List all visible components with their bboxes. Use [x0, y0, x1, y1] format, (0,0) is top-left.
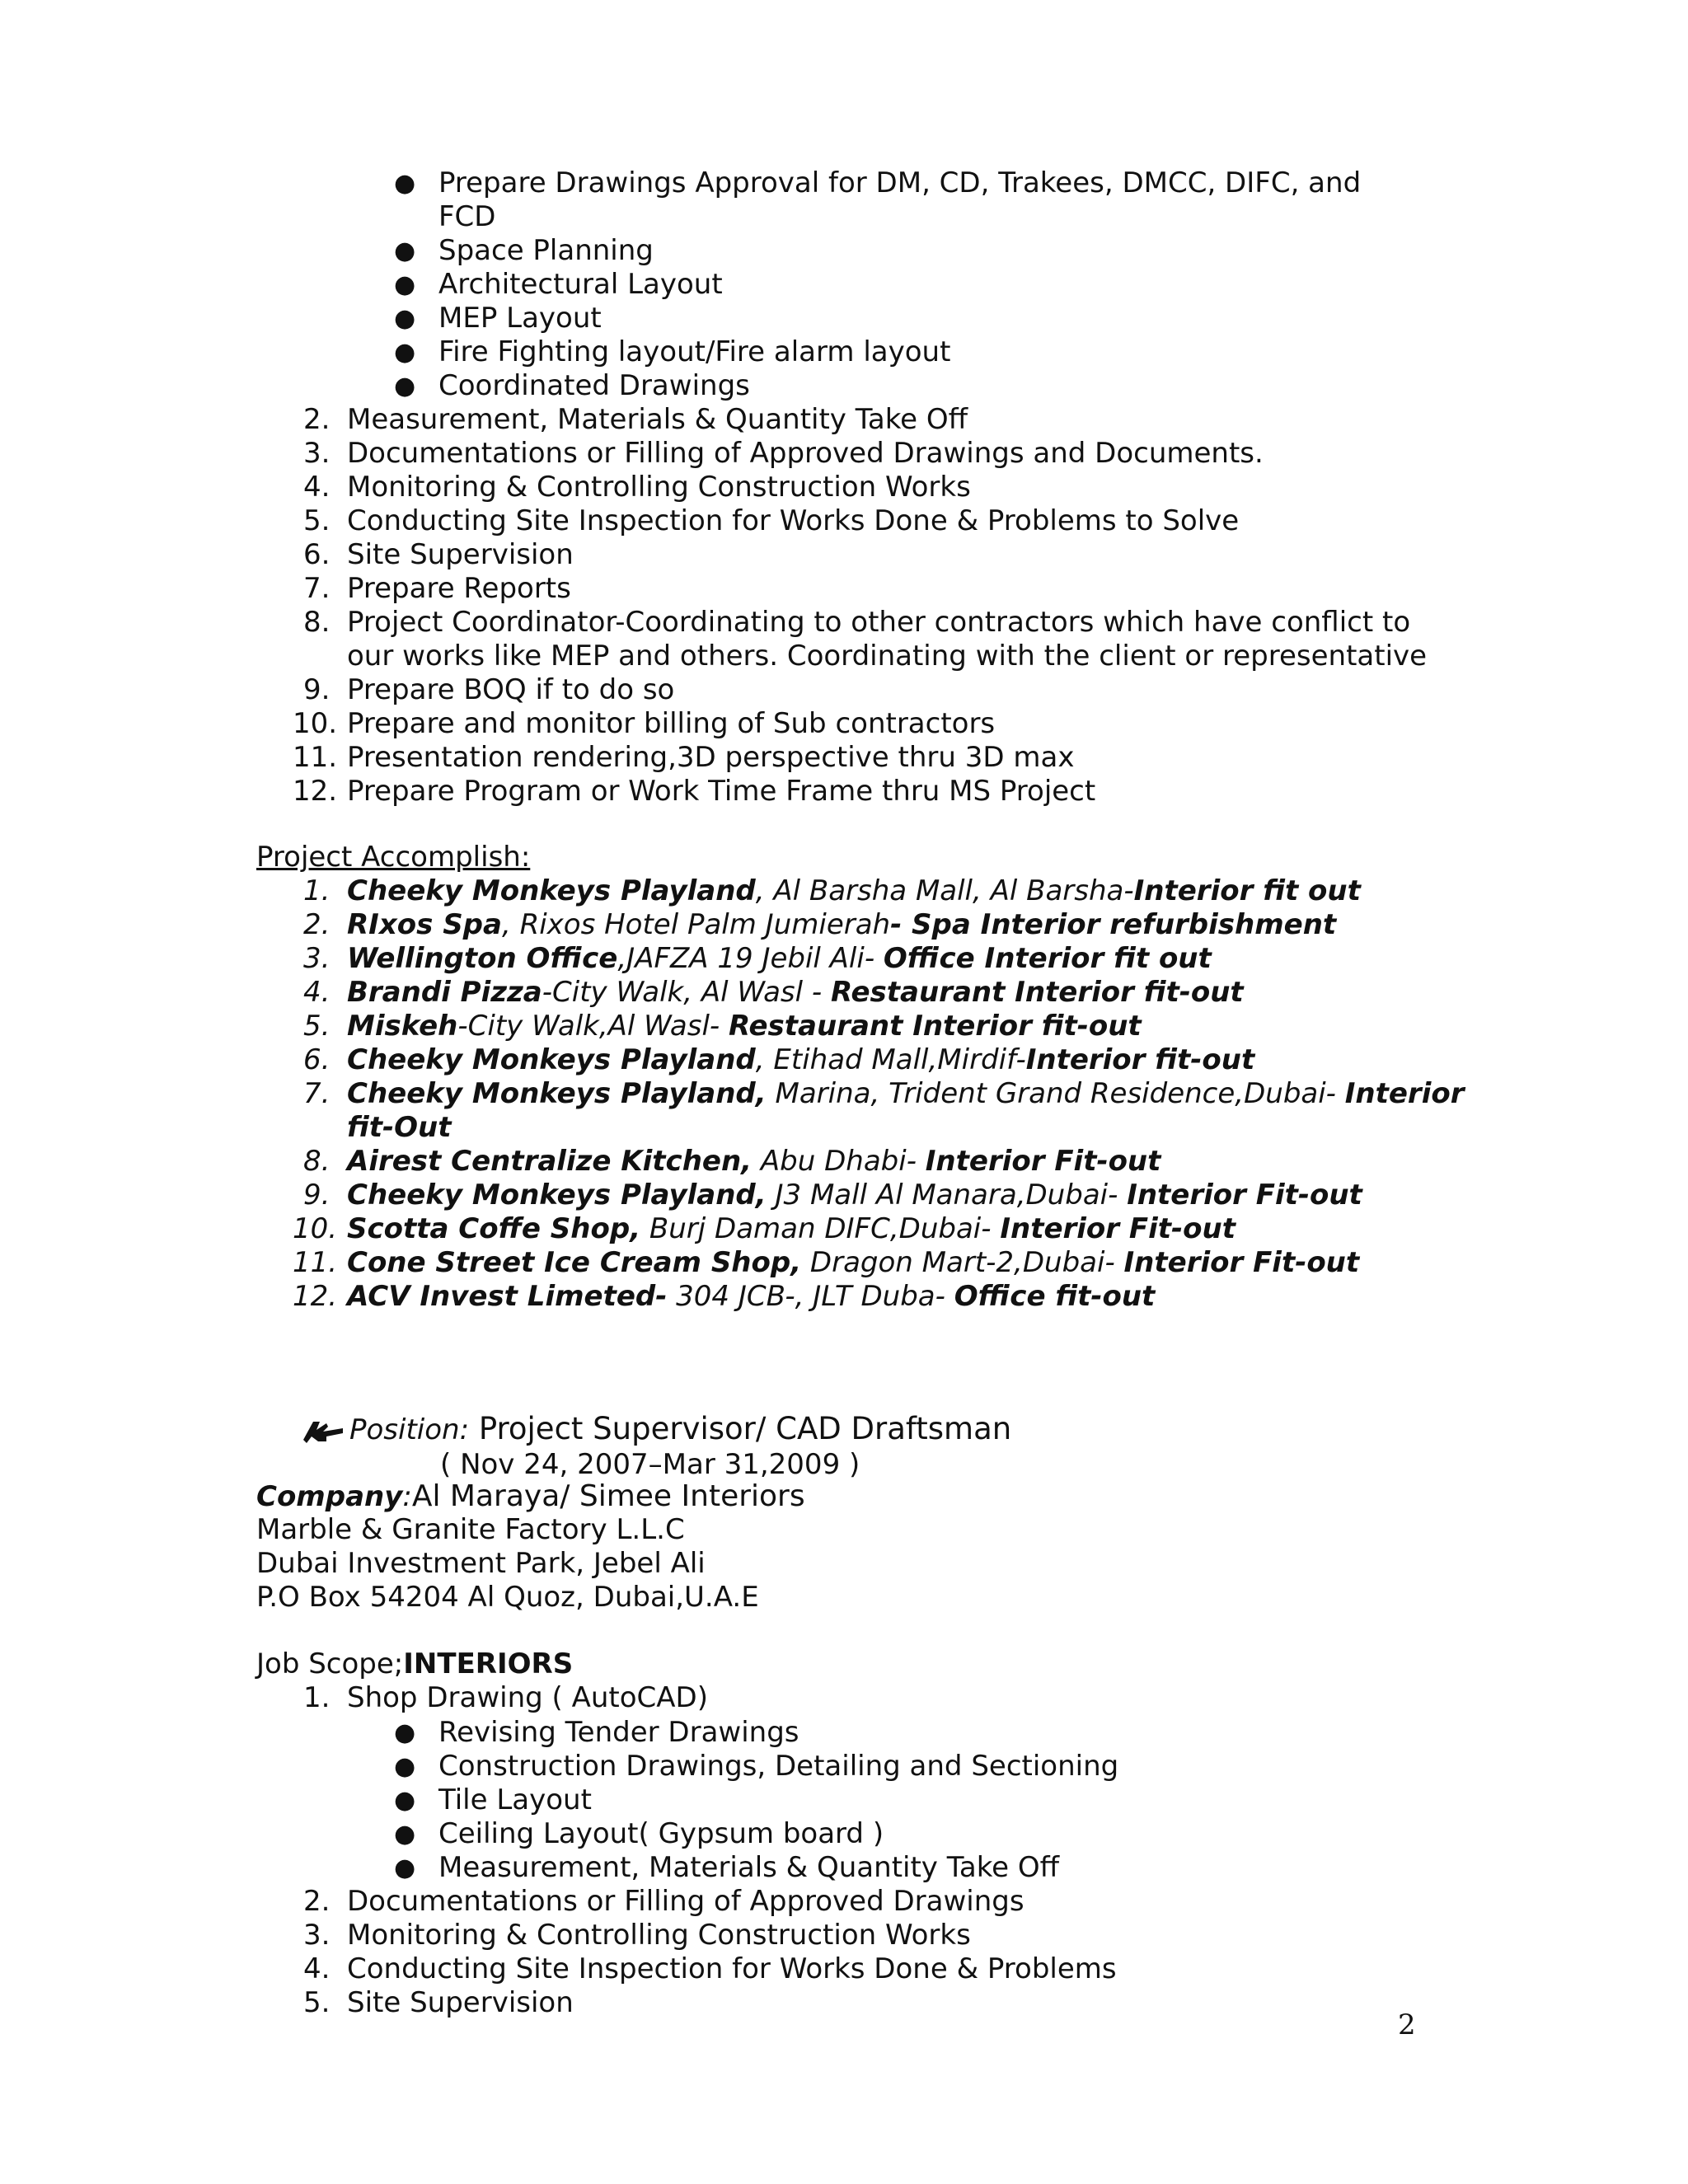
list-item: our works like MEP and others. Coordinating with the client or representative: [347, 640, 1428, 673]
top-bullet-list: [0, 166, 1688, 403]
list-item: 11. Cone Street Ice Cream Shop, Dragon Mart-2,Dubai- Interior Fit-out: [293, 1246, 1360, 1279]
list-item: ● Coordinated Drawings: [394, 369, 750, 402]
hand-pointer-icon: [302, 1415, 345, 1445]
company-line: Dubai Investment Park, Jebel Ali: [256, 1547, 706, 1580]
list-item: 7. Prepare Reports: [303, 572, 571, 605]
list-item: 9. Cheeky Monkeys Playland, J3 Mall Al Manara,Dubai- Interior Fit-out: [303, 1179, 1362, 1212]
list-item: 12. Prepare Program or Work Time Frame thru MS Project: [293, 775, 1096, 808]
list-item: fit-Out: [347, 1111, 452, 1144]
list-item: 6. Site Supervision: [303, 538, 574, 571]
list-item: ● Architectural Layout: [394, 268, 723, 301]
list-item: 4. Monitoring & Controlling Construction Works: [303, 471, 971, 504]
list-item: 2. RIxos Spa, Rixos Hotel Palm Jumierah- Spa Interior refurbishment: [303, 908, 1337, 941]
list-item: ● Measurement, Materials & Quantity Take Off: [394, 1851, 1060, 1884]
list-item: ● Tile Layout: [394, 1783, 592, 1816]
list-item: 3. Wellington Office,JAFZA 19 Jebil Ali- Office Interior fit out: [303, 942, 1212, 975]
list-item: 2. Measurement, Materials & Quantity Take Off: [303, 403, 968, 436]
list-item: ● MEP Layout: [394, 302, 602, 335]
list-item: 2. Documentations or Filling of Approved Drawings: [303, 1885, 1025, 1918]
list-item: 4. Brandi Pizza-City Walk, Al Wasl - Restaurant Interior fit-out: [303, 976, 1244, 1009]
accomplish-heading: Project Accomplish:: [256, 841, 531, 874]
list-item: 3. Monitoring & Controlling Construction Works: [303, 1919, 971, 1952]
list-item: 10. Scotta Coffe Shop, Burj Daman DIFC,Dubai- Interior Fit-out: [293, 1212, 1236, 1245]
list-item: 11. Presentation rendering,3D perspective thru 3D max: [293, 741, 1075, 774]
list-item: 5. Conducting Site Inspection for Works Done & Problems to Solve: [303, 504, 1240, 537]
position-title: Project Supervisor/ CAD Draftsman: [469, 1411, 1012, 1446]
list-item: 10. Prepare and monitor billing of Sub contractors: [293, 707, 996, 740]
company-name: Al Maraya/ Simee Interiors: [411, 1479, 805, 1513]
job-scope-label: Job Scope;: [256, 1647, 404, 1680]
page-number: 2: [1398, 2008, 1416, 2041]
list-item: ● Fire Fighting layout/Fire alarm layout: [394, 335, 951, 368]
list-item: FCD: [438, 200, 496, 233]
accomplish-section: [0, 841, 1688, 874]
list-item: 1. Shop Drawing ( AutoCAD): [303, 1681, 708, 1714]
scope-2-bullets: [0, 1716, 1688, 1885]
accomplish-list: [0, 874, 1688, 1314]
list-item: 3. Documentations or Filling of Approved Drawings and Documents.: [303, 437, 1264, 470]
list-item: ● Space Planning: [394, 234, 654, 267]
list-item: ● Revising Tender Drawings: [394, 1716, 799, 1749]
list-item: 8. Airest Centralize Kitchen, Abu Dhabi- Interior Fit-out: [303, 1145, 1161, 1178]
job-scope: [0, 1647, 1688, 1715]
position-label: Position:: [349, 1413, 470, 1446]
list-item: 8. Project Coordinator-Coordinating to other contractors which have conflict to: [303, 606, 1411, 639]
list-item: ● Construction Drawings, Detailing and Sectioning: [394, 1750, 1119, 1783]
list-item: ● Prepare Drawings Approval for DM, CD, Trakees, DMCC, DIFC, and: [394, 166, 1362, 199]
position-header: [0, 1412, 1688, 1482]
scope-list-2: [0, 1885, 1688, 2020]
list-item: ● Ceiling Layout( Gypsum board ): [394, 1817, 884, 1850]
company-block: Company:Al Maraya/ Simee Interiors Marble & Granite Factory L.L.C Dubai Investment Park, Jebel Ali P.O Box 54204 Al Quoz, Dubai,U.A.E: [256, 1479, 805, 1614]
list-item: 7. Cheeky Monkeys Playland, Marina, Trident Grand Residence,Dubai- Interior: [303, 1077, 1465, 1110]
job-scope-value: INTERIORS: [403, 1647, 574, 1680]
company-line: Marble & Granite Factory L.L.C: [256, 1513, 685, 1546]
list-item: 12. ACV Invest Limeted- 304 JCB-, JLT Duba- Office fit-out: [293, 1280, 1156, 1313]
list-item: 5. Miskeh-City Walk,Al Wasl- Restaurant Interior fit-out: [303, 1010, 1142, 1043]
company-line: P.O Box 54204 Al Quoz, Dubai,U.A.E: [256, 1581, 759, 1614]
list-item: 9. Prepare BOQ if to do so: [303, 673, 675, 706]
list-item: 4. Conducting Site Inspection for Works Done & Problems: [303, 1952, 1117, 1985]
list-item: 6. Cheeky Monkeys Playland, Etihad Mall,Mirdif-Interior fit-out: [303, 1043, 1255, 1076]
position-dates: ( Nov 24, 2007–Mar 31,2009 ): [440, 1448, 860, 1481]
company-label: Company: [256, 1480, 403, 1513]
list-item: 5. Site Supervision: [303, 1986, 574, 2019]
scope-list-1: [0, 403, 1688, 808]
list-item: 1. Cheeky Monkeys Playland, Al Barsha Mall, Al Barsha-Interior fit out: [303, 874, 1361, 907]
